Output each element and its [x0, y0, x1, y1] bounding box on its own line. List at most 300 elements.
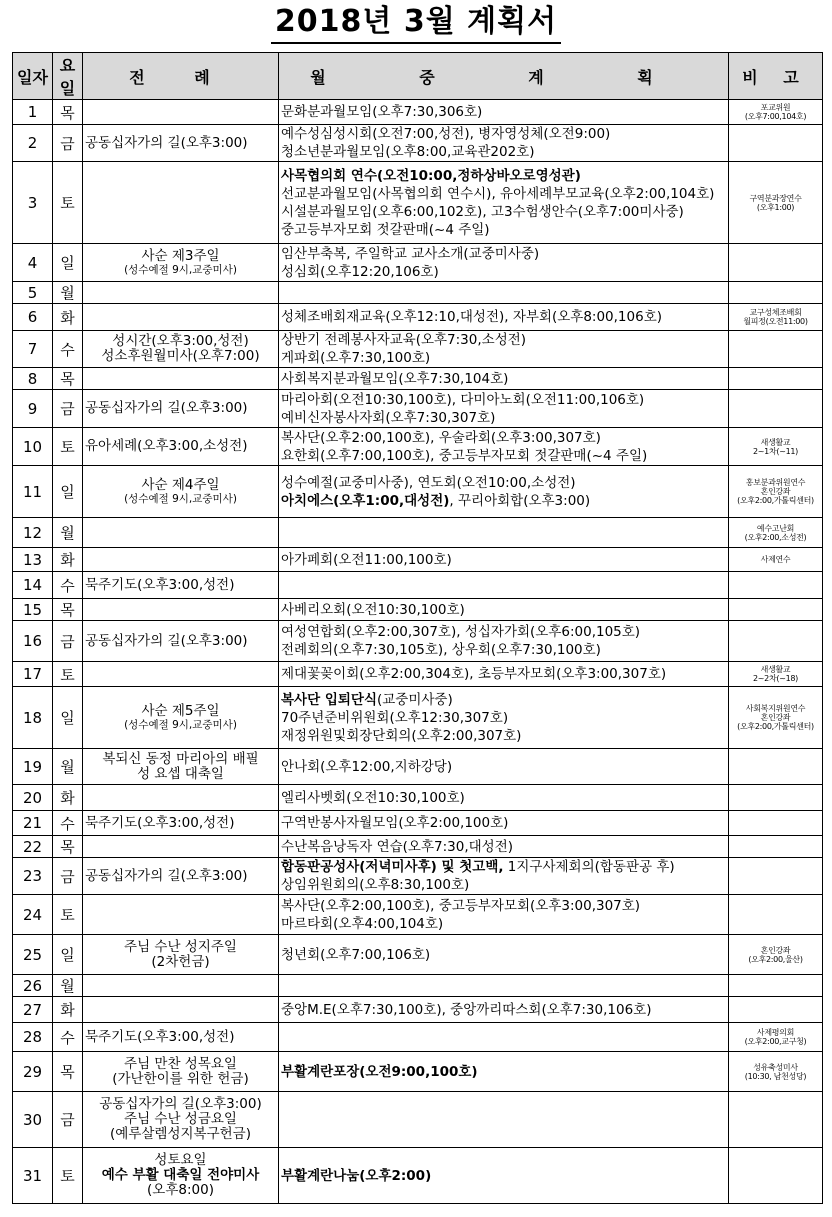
liturgy-cell — [83, 282, 279, 304]
day-number: 31 — [22, 1166, 43, 1185]
liturgy-line: 사순 제5주일 — [141, 703, 220, 719]
day-number: 30 — [22, 1110, 43, 1129]
day-number: 21 — [22, 814, 43, 832]
weekday-label: 목 — [60, 838, 75, 856]
note-line: 교구성체조배회 — [749, 308, 802, 317]
liturgy-cell — [83, 244, 279, 282]
liturgy-line: 유아세례(오후3:00,소성전) — [85, 438, 248, 454]
table-row — [13, 975, 823, 997]
monthly-cell — [279, 244, 729, 282]
day-number: 20 — [22, 788, 43, 807]
note-cell — [729, 662, 823, 687]
header-weekday: 요일 — [53, 53, 83, 100]
day-number: 8 — [27, 369, 38, 388]
table-row — [13, 162, 823, 244]
monthly-line: 사목협의회 연수(오전10:00,정하상바오로영성관) — [281, 167, 581, 184]
weekday-label: 일 — [60, 709, 75, 727]
weekday-cell — [53, 282, 83, 304]
weekday-cell — [53, 368, 83, 390]
monthly-cell — [279, 749, 729, 785]
note-cell — [729, 811, 823, 836]
day-number: 10 — [22, 437, 43, 456]
monthly-line: 사회복지분과월모임(오후7:30,104호) — [281, 370, 509, 387]
liturgy-line: 주님 수난 성지주일 — [124, 938, 237, 955]
day-number: 11 — [22, 482, 43, 501]
day-cell — [13, 428, 53, 466]
table-row — [13, 997, 823, 1023]
note-line: 새생활교 — [760, 665, 791, 674]
liturgy-cell — [83, 548, 279, 572]
monthly-cell — [279, 785, 729, 811]
weekday-label: 목 — [60, 370, 75, 388]
day-number: 17 — [22, 665, 43, 683]
day-cell — [13, 997, 53, 1023]
liturgy-cell — [83, 811, 279, 836]
weekday-cell — [53, 811, 83, 836]
note-cell — [729, 935, 823, 975]
monthly-cell — [279, 858, 729, 895]
day-cell — [13, 282, 53, 304]
day-cell — [13, 836, 53, 858]
monthly-cell — [279, 1148, 729, 1204]
liturgy-line: (2차헌금) — [151, 953, 210, 970]
note-line: 새생활교 — [760, 437, 791, 447]
table-row — [13, 282, 823, 304]
liturgy-cell — [83, 1148, 279, 1204]
monthly-line: 중앙M.E(오후7:30,100호), 중앙까리따스회(오후7:30,106호) — [281, 1001, 652, 1018]
weekday-cell — [53, 935, 83, 975]
liturgy-line: 공동십자가의 길(오후3:00) — [85, 867, 248, 884]
monthly-cell — [279, 572, 729, 599]
monthly-cell — [279, 811, 729, 836]
monthly-cell — [279, 331, 729, 368]
schedule-table-wrap — [12, 52, 822, 1204]
day-cell — [13, 1023, 53, 1052]
note-cell — [729, 548, 823, 572]
liturgy-line: 사순 제4주일 — [141, 477, 220, 493]
day-cell — [13, 662, 53, 687]
weekday-cell — [53, 662, 83, 687]
weekday-label: 토 — [60, 665, 75, 684]
monthly-cell — [279, 100, 729, 125]
note-cell — [729, 466, 823, 518]
day-number: 25 — [22, 945, 43, 964]
monthly-cell — [279, 548, 729, 572]
note-cell — [729, 997, 823, 1023]
monthly-line: 마리아회(오전10:30,100호), 다미아노회(오전11:00,106호) — [281, 391, 645, 408]
monthly-line: 사베리오회(오전10:30,100호) — [281, 601, 465, 618]
day-cell — [13, 811, 53, 836]
note-line: (오후2:00,교구청) — [744, 1037, 807, 1046]
weekday-cell — [53, 428, 83, 466]
monthly-line: 예비신자봉사자회(오후7:30,307호) — [281, 409, 496, 426]
weekday-cell — [53, 997, 83, 1023]
table-row — [13, 785, 823, 811]
day-cell — [13, 858, 53, 895]
weekday-label: 화 — [60, 551, 75, 569]
liturgy-cell — [83, 1092, 279, 1148]
monthly-cell — [279, 1092, 729, 1148]
day-cell — [13, 162, 53, 244]
monthly-line: 제대꽃꽂이회(오후2:00,304호), 초등부자모회(오후3:00,307호) — [281, 666, 667, 682]
weekday-label: 금 — [60, 867, 75, 886]
note-cell — [729, 621, 823, 662]
liturgy-cell — [83, 466, 279, 518]
note-cell — [729, 572, 823, 599]
monthly-line: 부활계란나눔(오후2:00) — [281, 1167, 432, 1184]
note-line: 홍보분과위원연수 — [745, 478, 806, 487]
monthly-line: 임산부축복, 주일학교 교사소개(교중미사중) — [281, 245, 540, 262]
monthly-line: 재정위원및회장단회의(오후2:00,307호) — [281, 727, 522, 744]
liturgy-cell — [83, 599, 279, 621]
table-row — [13, 1052, 823, 1092]
liturgy-line: 사순 제3주일 — [141, 248, 220, 264]
weekday-cell — [53, 331, 83, 368]
weekday-label: 월 — [60, 284, 75, 302]
weekday-cell — [53, 687, 83, 749]
schedule-body — [13, 100, 823, 1204]
note-line: 사제평의회 — [756, 1028, 795, 1037]
day-cell — [13, 1092, 53, 1148]
liturgy-cell — [83, 162, 279, 244]
weekday-cell — [53, 621, 83, 662]
weekday-label: 목 — [60, 103, 75, 122]
day-cell — [13, 621, 53, 662]
day-cell — [13, 518, 53, 548]
table-row — [13, 244, 823, 282]
day-number: 26 — [22, 976, 43, 995]
liturgy-cell — [83, 935, 279, 975]
note-cell — [729, 125, 823, 162]
note-line: 혼인강좌 — [760, 487, 791, 496]
header-monthly: 월 중 계 획 — [279, 53, 729, 100]
table-row — [13, 836, 823, 858]
note-line: 2~2차(~18) — [752, 674, 799, 683]
monthly-cell — [279, 125, 729, 162]
note-line: (10:30, 남천성당) — [744, 1071, 807, 1081]
day-number: 28 — [22, 1028, 43, 1046]
day-number: 27 — [22, 1000, 43, 1019]
header-row — [13, 53, 823, 100]
liturgy-line: 성토요일 — [154, 1152, 207, 1168]
liturgy-cell — [83, 749, 279, 785]
table-row — [13, 368, 823, 390]
table-row — [13, 858, 823, 895]
monthly-cell — [279, 975, 729, 997]
weekday-cell — [53, 858, 83, 895]
day-cell — [13, 390, 53, 428]
weekday-label: 수 — [60, 340, 75, 359]
day-number: 6 — [27, 308, 38, 326]
liturgy-cell — [83, 662, 279, 687]
liturgy-cell — [83, 125, 279, 162]
monthly-cell — [279, 466, 729, 518]
weekday-cell — [53, 304, 83, 331]
weekday-label: 수 — [60, 814, 75, 833]
table-row — [13, 599, 823, 621]
note-line: 혼인강좌 — [760, 945, 791, 955]
weekday-cell — [53, 1092, 83, 1148]
table-row — [13, 662, 823, 687]
day-number: 24 — [22, 905, 43, 924]
monthly-cell — [279, 935, 729, 975]
day-number: 19 — [22, 757, 43, 776]
table-row — [13, 935, 823, 975]
table-row — [13, 125, 823, 162]
note-line: 구역분과장연수 — [749, 193, 802, 203]
note-cell — [729, 162, 823, 244]
monthly-line: 안나회(오후12:00,지하강당) — [281, 758, 453, 775]
day-cell — [13, 1052, 53, 1092]
note-cell — [729, 895, 823, 935]
day-number: 15 — [22, 600, 43, 619]
monthly-cell — [279, 836, 729, 858]
monthly-line: 복사단(오후2:00,100호), 우술라회(오후3:00,307호) — [281, 429, 601, 446]
liturgy-cell — [83, 785, 279, 811]
note-cell — [729, 1052, 823, 1092]
monthly-cell — [279, 687, 729, 749]
liturgy-line: (성수예절 9시,교중미사) — [124, 264, 237, 276]
day-number: 7 — [27, 340, 38, 358]
weekday-cell — [53, 162, 83, 244]
header-note: 비 고 — [729, 53, 823, 100]
weekday-label: 일 — [60, 946, 75, 964]
monthly-cell — [279, 662, 729, 687]
day-number: 22 — [22, 837, 43, 856]
table-row — [13, 390, 823, 428]
weekday-label: 토 — [60, 906, 75, 924]
liturgy-cell — [83, 518, 279, 548]
monthly-line: 게파회(오후7:30,100호) — [281, 350, 431, 366]
day-cell — [13, 331, 53, 368]
liturgy-line: 성소후원월미사(오후7:00) — [101, 348, 260, 364]
weekday-cell — [53, 390, 83, 428]
weekday-cell — [53, 244, 83, 282]
day-number: 9 — [27, 399, 38, 418]
day-cell — [13, 687, 53, 749]
liturgy-line: 성시간(오후3:00,성전) — [112, 333, 249, 349]
weekday-cell — [53, 599, 83, 621]
weekday-cell — [53, 1148, 83, 1204]
table-row — [13, 466, 823, 518]
day-cell — [13, 368, 53, 390]
note-line: 성유축성미사 — [753, 1062, 798, 1072]
note-cell — [729, 1092, 823, 1148]
liturgy-cell — [83, 895, 279, 935]
table-row — [13, 1092, 823, 1148]
liturgy-line: 주님 수난 성금요일 — [124, 1111, 237, 1127]
liturgy-line: 공동십자가의 길(오후3:00) — [85, 400, 248, 416]
liturgy-line: 공동십자가의 길(오후3:00) — [85, 134, 248, 151]
liturgy-cell — [83, 975, 279, 997]
monthly-line: 수난복음낭독자 연습(오후7:30,대성전) — [281, 838, 514, 855]
liturgy-cell — [83, 836, 279, 858]
liturgy-cell — [83, 1052, 279, 1092]
monthly-cell — [279, 390, 729, 428]
note-cell — [729, 304, 823, 331]
weekday-cell — [53, 749, 83, 785]
monthly-line: 전례회의(오후7:30,105호), 상우회(오후7:30,100호) — [281, 642, 601, 658]
weekday-label: 토 — [60, 438, 75, 456]
note-cell — [729, 390, 823, 428]
day-cell — [13, 749, 53, 785]
day-number: 1 — [27, 103, 38, 121]
header-liturgy: 전 례 — [83, 53, 279, 100]
note-cell — [729, 599, 823, 621]
weekday-label: 월 — [60, 977, 75, 995]
weekday-label: 수 — [60, 576, 75, 595]
note-line: (오후2:00,가톨릭센터) — [737, 722, 814, 731]
monthly-line: 70주년준비위원회(오후12:30,307호) — [281, 709, 509, 726]
liturgy-cell — [83, 304, 279, 331]
schedule-table — [12, 52, 823, 1204]
day-number: 16 — [22, 632, 43, 650]
note-cell — [729, 244, 823, 282]
note-line: (오후2:00,가톨릭센터) — [737, 496, 814, 505]
weekday-label: 화 — [60, 789, 75, 807]
note-line: (오후7:00,104호) — [744, 112, 807, 121]
table-row — [13, 895, 823, 935]
weekday-cell — [53, 125, 83, 162]
header-day: 일자 — [13, 53, 53, 100]
day-cell — [13, 935, 53, 975]
page-title: 2018년 3월 계획서 — [271, 2, 561, 44]
table-row — [13, 548, 823, 572]
day-number: 13 — [22, 550, 43, 569]
liturgy-line: 공동십자가의 길(오후3:00) — [99, 1096, 262, 1112]
table-row — [13, 1148, 823, 1204]
day-number: 12 — [22, 523, 43, 542]
weekday-label: 일 — [60, 483, 75, 501]
weekday-label: 토 — [60, 194, 75, 212]
weekday-label: 금 — [60, 134, 75, 153]
note-line: (오후1:00) — [756, 202, 795, 212]
liturgy-line: 묵주기도(오후3:00,성전) — [85, 1028, 235, 1045]
monthly-line: 중고등부자모회 젓갈판매(~4 주일) — [281, 221, 490, 238]
day-cell — [13, 572, 53, 599]
weekday-cell — [53, 466, 83, 518]
weekday-label: 금 — [60, 1111, 75, 1129]
day-number: 14 — [22, 576, 43, 594]
liturgy-line: (오후8:00) — [147, 1182, 214, 1198]
note-cell — [729, 785, 823, 811]
monthly-line: 여성연합회(오후2:00,307호), 성십자가회(오후6:00,105호) — [281, 624, 641, 640]
table-row — [13, 100, 823, 125]
day-cell — [13, 599, 53, 621]
weekday-label: 목 — [60, 1063, 75, 1081]
liturgy-line: (성수예절 9시,교중미사) — [124, 493, 237, 505]
weekday-cell — [53, 572, 83, 599]
day-cell — [13, 244, 53, 282]
note-line: 월피정(오전11:00) — [743, 317, 808, 326]
note-line: 포교위원 — [760, 103, 791, 112]
day-number: 5 — [27, 283, 38, 302]
day-number: 3 — [27, 193, 38, 212]
note-line: (오후2:00,소성전) — [744, 532, 807, 542]
note-cell — [729, 975, 823, 997]
note-cell — [729, 368, 823, 390]
day-cell — [13, 548, 53, 572]
liturgy-line: 묵주기도(오후3:00,성전) — [85, 814, 235, 831]
liturgy-line: 예수 부활 대축일 전야미사 — [101, 1167, 260, 1183]
monthly-line: 상반기 전례봉사자교육(오후7:30,소성전) — [281, 332, 527, 348]
weekday-cell — [53, 975, 83, 997]
monthly-cell — [279, 599, 729, 621]
weekday-label: 화 — [60, 1001, 75, 1019]
weekday-label: 일 — [60, 254, 75, 272]
monthly-cell — [279, 162, 729, 244]
day-cell — [13, 125, 53, 162]
monthly-line: 요한회(오후7:00,100호), 중고등부자모회 젓갈판매(~4 주일) — [281, 447, 648, 464]
weekday-label: 금 — [60, 400, 75, 418]
liturgy-cell — [83, 621, 279, 662]
note-line: 혼인강좌 — [760, 713, 791, 722]
liturgy-line: 복되신 동정 마리아의 배필 — [102, 750, 259, 767]
liturgy-cell — [83, 331, 279, 368]
liturgy-cell — [83, 390, 279, 428]
weekday-cell — [53, 895, 83, 935]
monthly-line: 엘리사벳회(오전10:30,100호) — [281, 789, 465, 806]
note-cell — [729, 282, 823, 304]
weekday-cell — [53, 1023, 83, 1052]
liturgy-cell — [83, 428, 279, 466]
liturgy-line: (가난한이를 위한 헌금) — [112, 1070, 249, 1087]
note-line: (오후2:00,울산) — [748, 954, 803, 964]
monthly-line: 마르타회(오후4:00,104호) — [281, 915, 444, 932]
note-cell — [729, 858, 823, 895]
page-title-wrap — [0, 0, 832, 48]
monthly-line: 합동판공성사(저녁미사후) 및 첫고백, 1지구사제회의(합동판공 후) — [281, 859, 675, 875]
monthly-line: 아치에스(오후1:00,대성전), 꾸리아회합(오후3:00) — [281, 492, 591, 509]
table-row — [13, 572, 823, 599]
liturgy-cell — [83, 858, 279, 895]
monthly-line: 청소년분과월모임(오후8:00,교육관202호) — [281, 144, 535, 160]
weekday-label: 금 — [60, 632, 75, 651]
note-cell — [729, 331, 823, 368]
note-cell — [729, 100, 823, 125]
weekday-label: 목 — [60, 601, 75, 619]
weekday-cell — [53, 100, 83, 125]
table-row — [13, 304, 823, 331]
monthly-line: 복사단 입퇴단식(교중미사중) — [281, 691, 453, 708]
note-line: 2~1차(~11) — [752, 446, 799, 456]
note-cell — [729, 836, 823, 858]
weekday-label: 수 — [60, 1028, 75, 1047]
monthly-cell — [279, 304, 729, 331]
monthly-line: 청년회(오후7:00,106호) — [281, 946, 431, 963]
liturgy-line: 주님 만찬 성목요일 — [124, 1055, 237, 1072]
weekday-cell — [53, 836, 83, 858]
note-cell — [729, 749, 823, 785]
monthly-cell — [279, 518, 729, 548]
liturgy-cell — [83, 1023, 279, 1052]
monthly-cell — [279, 997, 729, 1023]
monthly-line: 예수성심성시회(오전7:00,성전), 병자영성체(오전9:00) — [281, 126, 611, 142]
liturgy-line: (예루살렘성지복구헌금) — [110, 1126, 251, 1142]
note-cell — [729, 687, 823, 749]
weekday-label: 토 — [60, 1167, 75, 1185]
day-number: 29 — [22, 1062, 43, 1081]
weekday-cell — [53, 548, 83, 572]
monthly-cell — [279, 282, 729, 304]
day-number: 4 — [27, 253, 38, 272]
monthly-cell — [279, 895, 729, 935]
liturgy-cell — [83, 997, 279, 1023]
monthly-line: 부활계란포장(오전9:00,100호) — [281, 1063, 478, 1080]
liturgy-cell — [83, 368, 279, 390]
liturgy-line: (성수예절 9시,교중미사) — [124, 719, 237, 731]
weekday-cell — [53, 785, 83, 811]
